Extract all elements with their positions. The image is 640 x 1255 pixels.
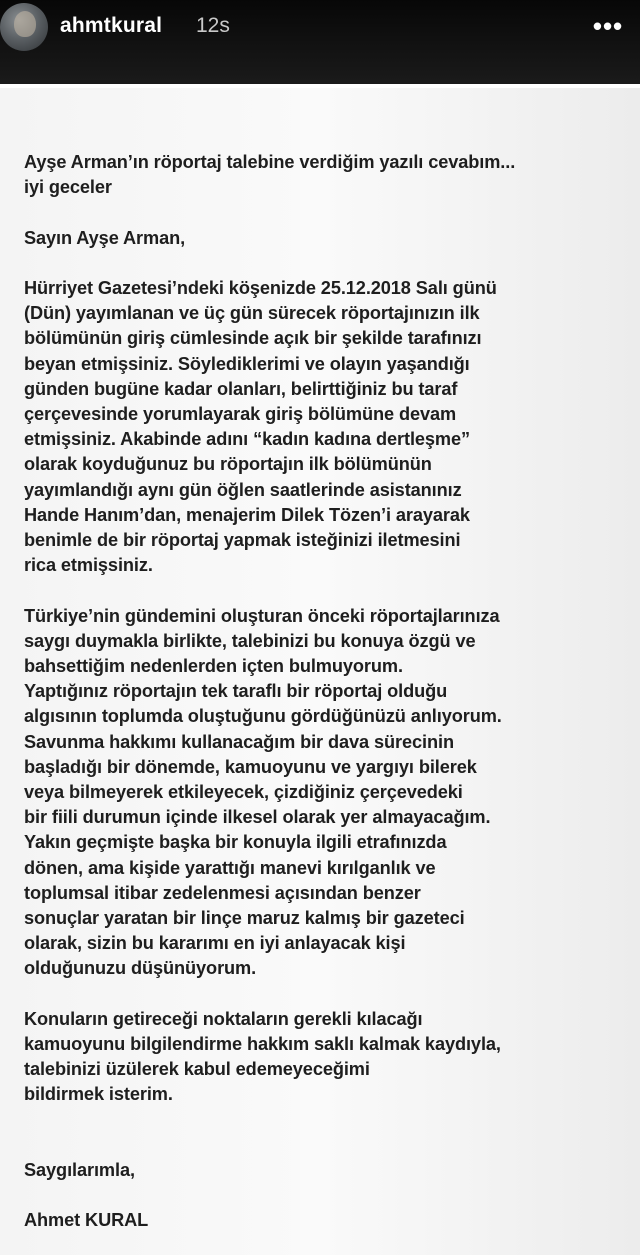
- text-line: veya bilmeyerek etkileyecek, çizdiğiniz çerçevedeki: [24, 782, 463, 803]
- letter-paragraph-2: [24, 604, 628, 982]
- text-line: Hande Hanım’dan, menajerim Dilek Tözen’i arayarak: [24, 504, 470, 525]
- letter-greeting: Sayın Ayşe Arman,: [24, 227, 186, 248]
- text-line: olduğunuzu düşünüyorum.: [24, 958, 257, 979]
- text-line: beyan etmişsiniz. Söylediklerimi ve olayın yaşandığı: [24, 353, 470, 374]
- text-line: başladığı bir dönemde, kamuoyunu ve yargıyı bilerek: [24, 756, 477, 777]
- username[interactable]: ahmtkural: [60, 14, 163, 37]
- text-line: saygı duymakla birlikte, talebinizi bu konuya özgü ve: [24, 630, 476, 651]
- text-line: günden bugüne kadar olanları, belirttiğiniz bu taraf: [24, 378, 458, 399]
- text-line: olarak koyduğunuz bu röportajın ilk bölümünün: [24, 454, 432, 475]
- more-options-icon[interactable]: •••: [592, 11, 624, 41]
- text-line: talebinizi üzülerek kabul edemeyeceğimi: [24, 1059, 370, 1080]
- text-line: bölümünün giriş cümlesinde açık bir şekilde tarafınızı: [24, 328, 482, 349]
- text-line: (Dün) yayımlanan ve üç gün sürecek röportajınızın ilk: [24, 303, 480, 324]
- text-line: Savunma hakkımı kullanacağım bir dava sürecinin: [24, 731, 454, 752]
- letter-body: [24, 150, 628, 1255]
- letter-paragraph-1: [24, 276, 628, 578]
- text-line: sonuçlar yaratan bir linçe maruz kalmış bir gazeteci: [24, 908, 465, 929]
- text-line: Türkiye’nin gündemini oluşturan önceki röportajlarınıza: [24, 605, 500, 626]
- text-line: bahsettiğim nedenlerden içten bulmuyorum.: [24, 656, 403, 677]
- text-line: rica etmişsiniz.: [24, 555, 153, 576]
- letter-paragraph-3: [24, 1007, 628, 1108]
- text-line: çerçevesinde yorumlayarak giriş bölümüne devam: [24, 404, 457, 424]
- text-line: etmişsiniz. Akabinde adını “kadın kadına dertleşme”: [24, 429, 471, 450]
- text-line: iyi geceler: [24, 177, 112, 198]
- text-line: yayımlandığı aynı gün öğlen saatlerinde asistanınız: [24, 479, 462, 500]
- avatar[interactable]: [0, 3, 48, 51]
- text-line: bir fiili durumun içinde ilkesel olarak yer almayacağım.: [24, 807, 491, 828]
- text-line: benimle de bir röportaj yapmak isteğinizi iletmesini: [24, 530, 461, 551]
- letter-signature: Ahmet KURAL: [24, 1210, 149, 1231]
- text-line: kamuoyunu bilgilendirme hakkım saklı kalmak kaydıyla,: [24, 1034, 501, 1055]
- letter-intro: [24, 150, 628, 200]
- text-line: dönen, ama kişide yarattığı manevi kırılganlık ve: [24, 857, 436, 878]
- text-line: Yaptığınız röportajın tek taraflı bir röportaj olduğu: [24, 681, 448, 702]
- text-line: Hürriyet Gazetesi’ndeki köşenizde 25.12.2018 Salı günü: [24, 277, 497, 298]
- text-line: Konuların getireceği noktaların gerekli kılacağı: [24, 1008, 423, 1029]
- text-line: olarak, sizin bu kararımı en iyi anlayacak kişi: [24, 933, 406, 954]
- story-header: [0, 0, 640, 86]
- post-timestamp: 12s: [196, 14, 230, 37]
- text-line: algısının toplumda oluştuğunu gördüğünüzü anlıyorum.: [24, 706, 502, 727]
- text-line: toplumsal itibar zedelenmesi açısından benzer: [24, 882, 421, 903]
- text-line: Yakın geçmişte başka bir konuyla ilgili etrafınızda: [24, 832, 447, 853]
- story-image: [0, 88, 640, 1255]
- text-line: Ayşe Arman’ın röportaj talebine verdiğim yazılı cevabım...: [24, 152, 516, 172]
- text-line: bildirmek isterim.: [24, 1084, 173, 1105]
- letter-closing: Saygılarımla,: [24, 1159, 135, 1180]
